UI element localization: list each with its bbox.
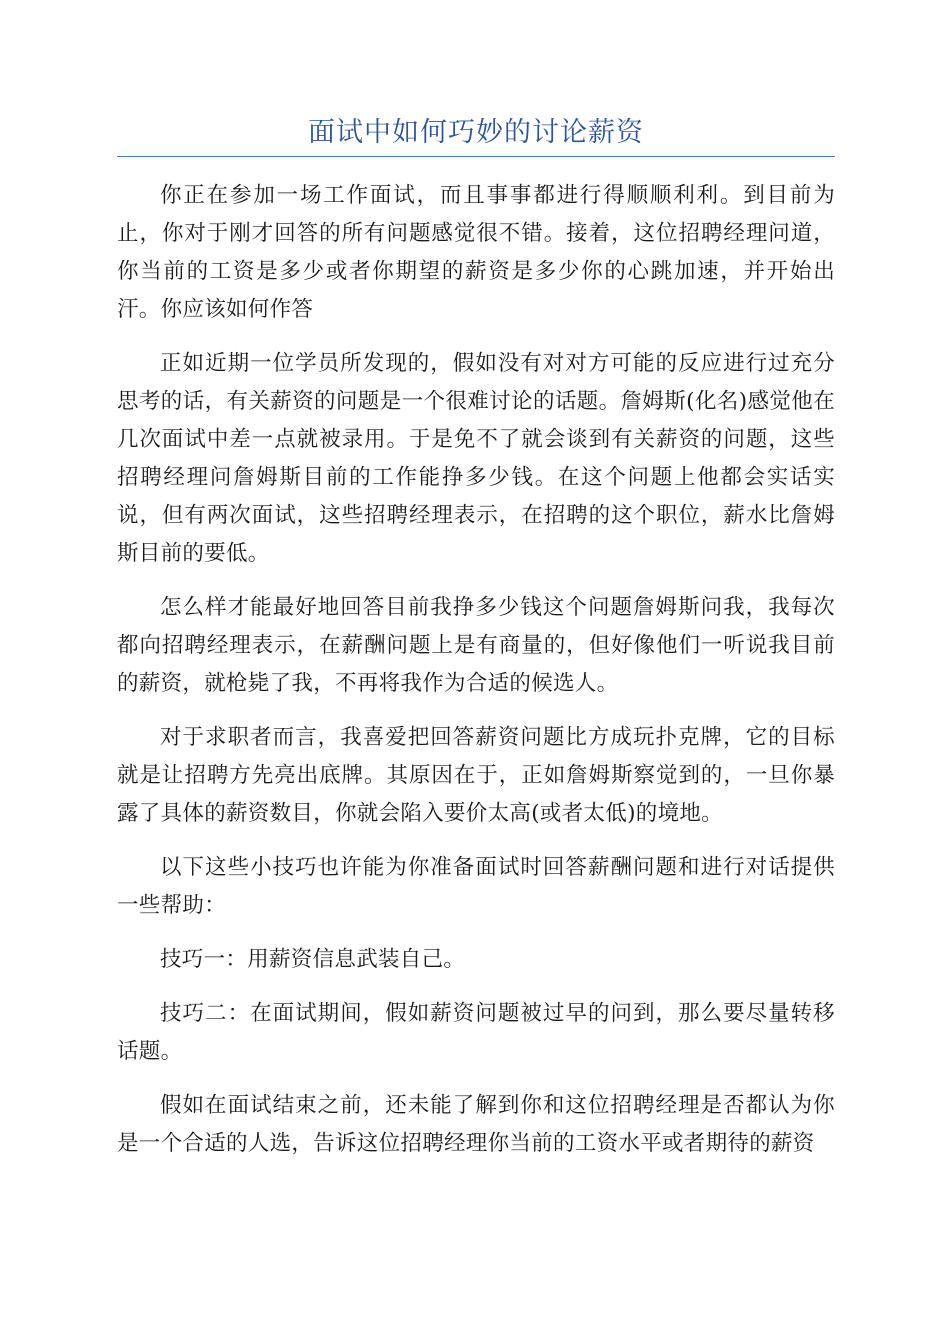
title-underline [117,156,835,157]
paragraph-james-question: 怎么样才能最好地回答目前我挣多少钱这个问题詹姆斯问我，我每次都向招聘经理表示，在薪酬问题上是有商量的，但好像他们一听说我目前的薪资，就枪毙了我，不再将我作为合适的候选人。 [117,595,835,696]
paragraph-poker-analogy: 对于求职者而言，我喜爱把回答薪资问题比方成玩扑克牌，它的目标就是让招聘方先亮出底牌。其原因在于，正如詹姆斯察觉到的，一旦你暴露了具体的薪资数目，你就会陷入要价太高(或者太低)的境地。 [117,725,835,826]
document-body [117,177,835,1163]
paragraph-tip-one: 技巧一：用薪资信息武装自己。 [160,947,466,972]
paragraph-end-of-interview: 假如在面试结束之前，还未能了解到你和这位招聘经理是否都认为你是一个合适的人选，告诉这位招聘经理你当前的工资水平或者期待的薪资 [117,1093,835,1156]
paragraph-tip-two: 技巧二：在面试期间，假如薪资问题被过早的问到，那么要尽量转移话题。 [117,1001,835,1064]
document-title: 面试中如何巧妙的讨论薪资 [308,117,644,148]
paragraph-tips-intro: 以下这些小技巧也许能为你准备面试时回答薪酬问题和进行对话提供一些帮助： [117,855,835,918]
paragraph-intro: 你正在参加一场工作面试，而且事事都进行得顺顺利利。到目前为止，你对于刚才回答的所有问题感觉很不错。接着，这位招聘经理问道，你当前的工资是多少或者你期望的薪资是多少你的心跳加速，并开始出汗。你应该如何作答 [117,183,835,322]
document-page [117,0,835,1179]
paragraph-james-story: 正如近期一位学员所发现的，假如没有对对方可能的反应进行过充分思考的话，有关薪资的问题是一个很难讨论的话题。詹姆斯(化名)感觉他在几次面试中差一点就被录用。于是免不了就会谈到有关薪资的问题，这些招聘经理问詹姆斯目前的工作能挣多少钱。在这个问题上他都会实话实说，但有两次面试，这些招聘经理表示，在招聘的这个职位，薪水比詹姆斯目前的要低。 [117,351,835,566]
